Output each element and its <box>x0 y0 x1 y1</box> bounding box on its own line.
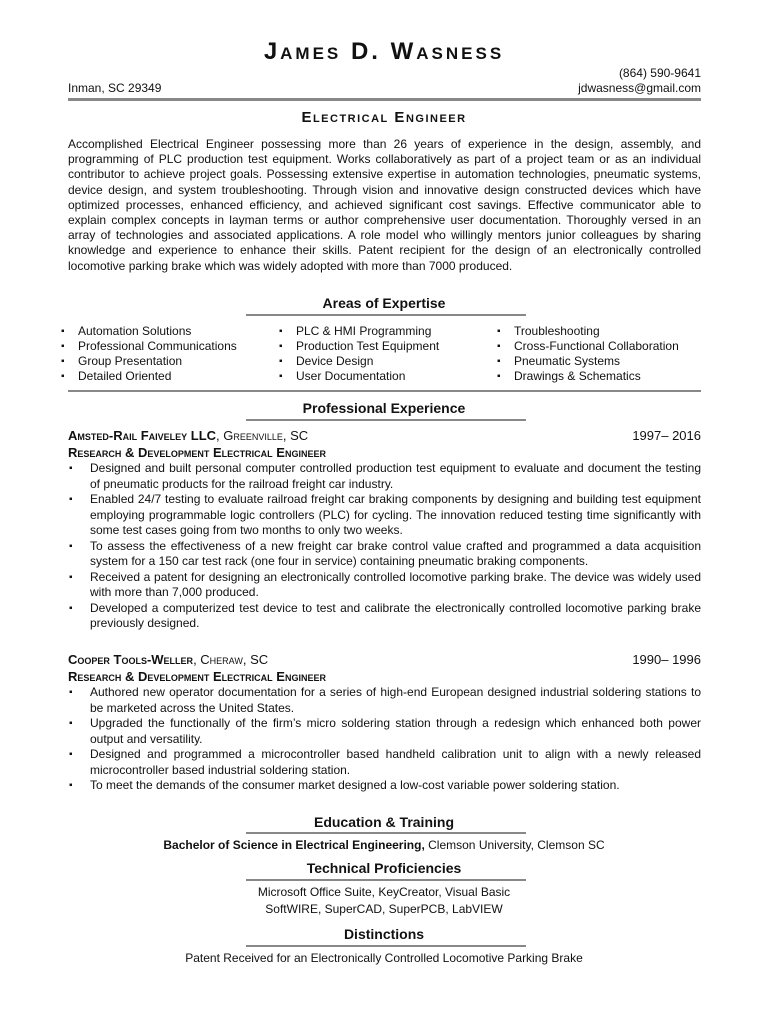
job-title: Electrical Engineer <box>301 109 467 126</box>
employer-name: Cooper Tools-Weller <box>68 652 194 667</box>
technical-line-2: SoftWIRE, SuperCAD, SuperPCB, LabVIEW <box>265 902 503 916</box>
job-dates: 1997– 2016 <box>632 428 701 443</box>
phone: (864) 590-9641 <box>618 66 701 80</box>
experience-heading-rule <box>246 419 526 421</box>
job-role: Research & Development Electrical Engineer <box>68 445 326 460</box>
technical-heading-rule <box>246 879 526 881</box>
job-bullet: ▪ Designed and programmed a microcontroller based handheld calibration unit to align with a newly released microcontroller based industrial soldering station. <box>68 747 701 778</box>
expertise-item: ▪ Group Presentation <box>58 354 276 369</box>
employer-location: , Greenville, SC <box>216 428 309 443</box>
expertise-heading: Areas of Expertise <box>322 295 446 311</box>
expertise-divider <box>68 390 701 392</box>
expertise-item: ▪ Detailed Oriented <box>58 369 276 384</box>
job-role: Research & Development Electrical Engineer <box>68 669 326 684</box>
school: Clemson University, Clemson SC <box>424 838 605 852</box>
distinction-item: Patent Received for an Electronically Controlled Locomotive Parking Brake <box>185 951 583 965</box>
technical-heading: Technical Proficiencies <box>306 860 462 876</box>
expertise-item: ▪ User Documentation <box>276 369 494 384</box>
job-bullet: ▪ To assess the effectiveness of a new freight car brake control value crafted and programmed a data acquisition system for a 150 car test rack (one four in service) containing pneumatic braking components. <box>68 539 701 570</box>
job-employer-line <box>68 427 701 445</box>
expertise-item: ▪ Troubleshooting <box>494 324 712 339</box>
expertise-item: ▪ Drawings & Schematics <box>494 369 712 384</box>
expertise-column-2 <box>276 324 494 384</box>
expertise-column-1 <box>58 324 276 384</box>
expertise-item: ▪ Production Test Equipment <box>276 339 494 354</box>
job-bullets <box>68 461 701 632</box>
experience-heading: Professional Experience <box>302 400 466 416</box>
email: jdwasness@gmail.com <box>578 81 701 95</box>
expertise-item: ▪ PLC & HMI Programming <box>276 324 494 339</box>
employer-name: Amsted-Rail Faiveley LLC <box>68 428 217 443</box>
job-dates: 1990– 1996 <box>632 652 701 667</box>
job-bullet: ▪ Enabled 24/7 testing to evaluate railroad freight car braking components by designing and building test equipment employing programmable logic controllers (PLC) for cycling. The innovation reduced testing time significantly with some test cases going from two months to only two weeks. <box>68 492 701 539</box>
address: Inman, SC 29349 <box>68 81 162 95</box>
header-divider <box>68 98 701 101</box>
contact-block <box>68 66 701 96</box>
expertise-heading-rule <box>246 314 526 316</box>
degree: Bachelor of Science in Electrical Engineering, <box>163 838 425 852</box>
expertise-item: ▪ Device Design <box>276 354 494 369</box>
expertise-column-3 <box>494 324 712 384</box>
job-bullet: ▪ To meet the demands of the consumer market designed a low-cost variable power soldering station. <box>68 778 701 794</box>
expertise-item: ▪ Pneumatic Systems <box>494 354 712 369</box>
summary-paragraph: Accomplished Electrical Engineer possessing more than 26 years of experience in the design, assembly, and programming of PLC production test equipment. Works collaboratively as part of a project team or as an individual contributor to achieve project goals. Possessing extensive expertise in automation technologies, pneumatic systems, device design, and system troubleshooting. Through vision and innovative design constructed devices which have optimized processes, enhanced efficiency, and achieved significant cost savings. Effective communicator able to explain complex concepts in layman terms or author comprehensive user documentation. Thoroughly versed in an array of technologies and associated applications. A role model who willingly mentors junior colleagues by sharing knowledge and experience to enhance their skills. Patent recipient for the design of an electronically controlled locomotive parking brake which was widely adopted with more than 7000 produced. <box>68 137 701 273</box>
expertise-item: ▪ Automation Solutions <box>58 324 276 339</box>
education-heading: Education & Training <box>313 814 454 830</box>
education-heading-rule <box>246 832 526 834</box>
distinctions-heading: Distinctions <box>343 926 425 942</box>
expertise-item: ▪ Cross-Functional Collaboration <box>494 339 712 354</box>
job-employer-line <box>68 651 701 669</box>
job-entry <box>68 427 701 632</box>
distinctions-heading-rule <box>246 945 526 947</box>
job-bullet: ▪ Received a patent for designing an electronically controlled locomotive parking brake. The device was widely used with more than 7,000 produced. <box>68 570 701 601</box>
job-bullet: ▪ Designed and built personal computer controlled production test equipment to evaluate and document the testing of pneumatic products for the railroad freight car industry. <box>68 461 701 492</box>
technical-line-1: Microsoft Office Suite, KeyCreator, Visual Basic <box>257 885 511 899</box>
expertise-item: ▪ Professional Communications <box>58 339 276 354</box>
job-bullets <box>68 685 701 794</box>
job-entry <box>68 651 701 794</box>
job-bullet: ▪ Developed a computerized test device to test and calibrate the electronically controlled locomotive parking brake previously designed. <box>68 601 701 632</box>
contact-right <box>578 66 701 96</box>
job-bullet: ▪ Upgraded the functionally of the firm’s micro soldering station through a redesign which enhanced both power output and versatility. <box>68 716 701 747</box>
candidate-name: James D. Wasness <box>263 38 505 65</box>
job-bullet: ▪ Authored new operator documentation for a series of high-end European designed industrial soldering stations to be marketed across the United States. <box>68 685 701 716</box>
expertise-list <box>58 324 718 384</box>
employer-location: , Cheraw, SC <box>193 652 269 667</box>
education-line <box>0 837 768 853</box>
